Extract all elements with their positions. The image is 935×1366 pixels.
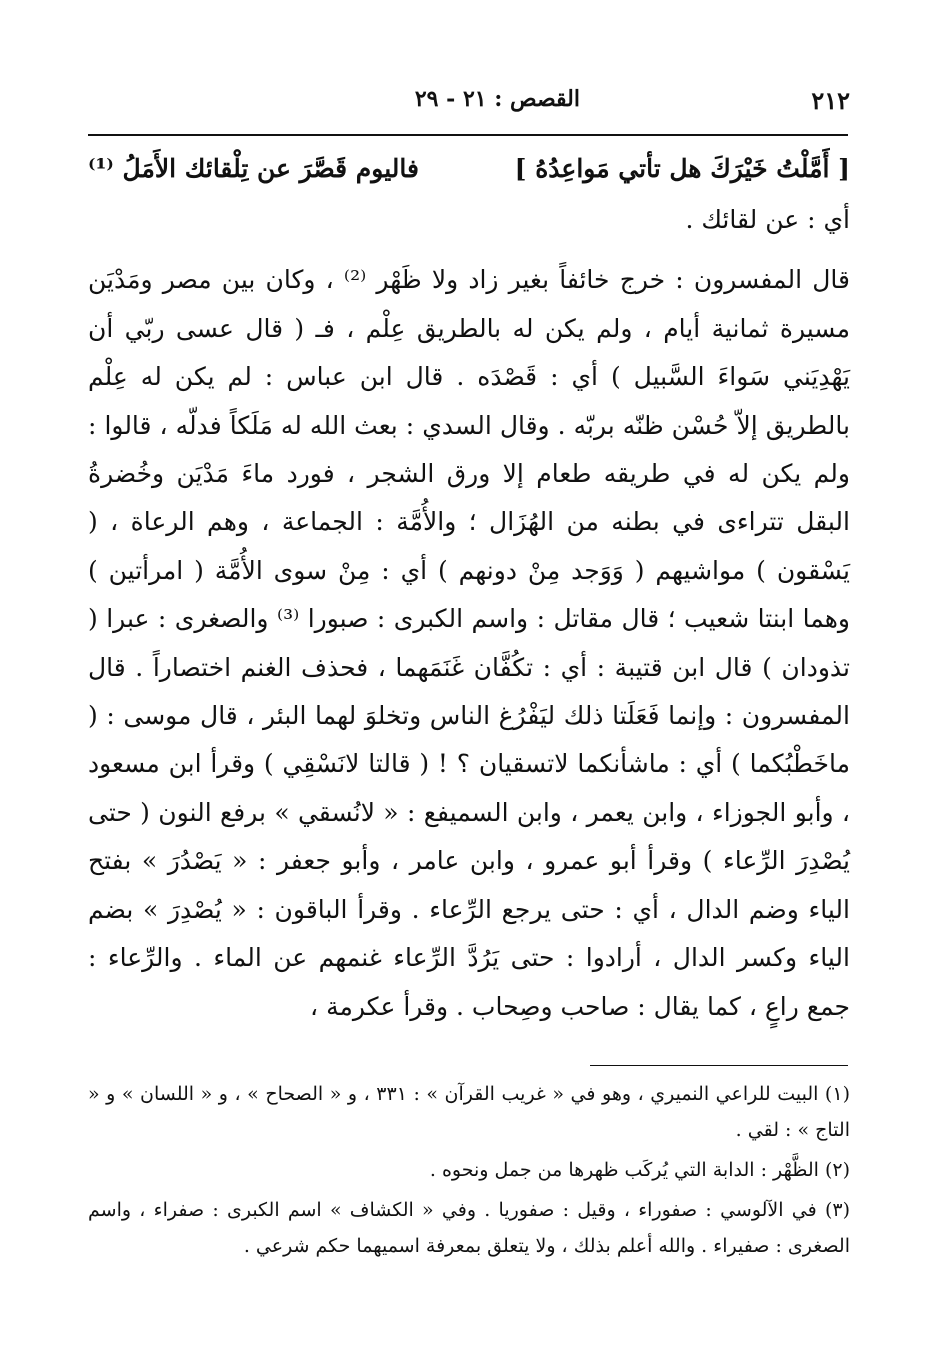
footnotes [88,1076,850,1268]
poetry-verse [88,144,850,194]
header-rule [88,134,848,136]
main-text [88,196,850,1031]
surah-reference: القصص : ٢١ - ٢٩ [414,86,580,112]
verse-first-hemistich: [ أَمَّلْتُ خَيْرَكَ هل تأتي مَواعِدُهُ ] [514,154,850,183]
verse-second-hemistich: فاليوم قَصَّرَ عن تِلْقائك الأَمَلُ ⁽¹⁾ [88,154,419,183]
page-number: ٢١٢ [811,86,850,115]
footnote: (٢) الظَّهْر : الدابة التي يُركَب ظهرها من جمل ونحوه . [429,1159,850,1181]
footnote-rule [590,1065,848,1066]
footnote: (١) البيت للراعي النميري ، وهو في « غريب القرآن » : ٣٣١ ، و « الصحاح » ، و « اللسان » و « التاج » : لقي . [88,1083,850,1141]
paragraph: قال المفسرون : خرج خائفاً بغير زاد ولا ظَهْر ⁽²⁾ ، وكان بين مصر ومَدْيَن مسيرة ثمانية أيام ، ولم يكن له بالطريق عِلْم ، فـ ( قال عسى ربّي أن يَهْدِيَني سَواءَ السَّبيل ) أي : قَصْدَه . قال ابن عباس : لم يكن له عِلْم بالطريق إلاّ حُسْن ظنّه بربّه . وقال السدي : بعث الله له مَلَكاً فدلّه ، قالوا : ولم يكن له في طريقه طعام إلا ورق الشجر ، فورد ماءَ مَدْيَن وخُضرةُ البقل تتراءى في بطنه من الهُزَال ؛ والأُمَّة : الجماعة ، وهم الرعاة ، ( يَسْقون ) مواشيهم ( وَوَجد مِنْ دونهم ) أي : مِنْ سوى الأُمَّة ( امرأتين ) وهما ابنتا شعيب ؛ قال مقاتل : واسم الكبرى : صبورا ⁽³⁾ والصغرى : عبرا ( تذودان ) قال ابن قتيبة : أي : تكُفَّان غَنَمَهما ، فحذف الغنم اختصاراً . قال المفسرون : وإنما فَعَلَتا ذلك ليَفْرُغ الناس وتخلوَ لهما البئر ، قال موسى : ( ماخَطْبُكما ) أي : ماشأنكما لاتسقيان ؟ ! ( قالتا لانَسْقِي ) وقرأ ابن مسعود ، وأبو الجوزاء ، وابن يعمر ، وابن السميفع : « لانُسقي » برفع النون ( حتى يُصْدِرَ الرِّعاء ) وقرأ أبو عمرو ، وابن عامر ، وأبو جعفر : « يَصْدُرَ » بفتح الياء وضم الدال ، أي : حتى يرجع الرِّعاء . وقرأ الباقون : « يُصْدِرَ » بضم الياء وكسر الدال ، أرادوا : حتى يَرُدَّ الرِّعاء غنمهم عن الماء . والرِّعاء : جمع راعٍ ، كما يقال : صاحب وصِحاب . وقرأ عكرمة ، [88,265,850,1021]
paragraph: أي : عن لقائك . [685,205,850,234]
running-head [90,86,850,122]
footnote: (٣) في الآلوسي : صفوراء ، وقيل : صفوريا . وفي « الكشاف » اسم الكبرى : صفراء ، واسم الصغرى : صفيراء . والله أعلم بذلك ، ولا يتعلق بمعرفة اسميهما حكم شرعي . [88,1199,850,1257]
